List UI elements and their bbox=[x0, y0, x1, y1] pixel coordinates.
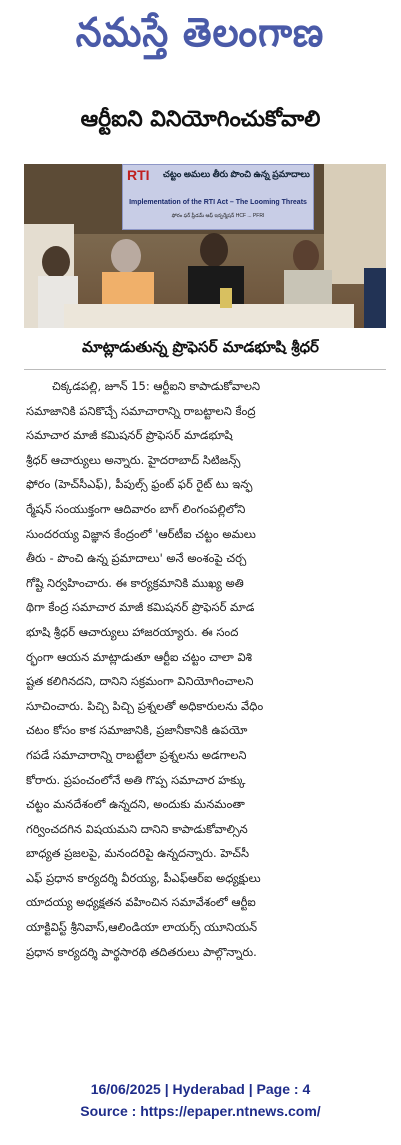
article-line: సమాజానికి పనికొచ్చే సమాచారాన్ని రాబట్టాలని కేంద్ర bbox=[26, 403, 256, 418]
article-line: తీరు - పొంచి ఉన్న ప్రమాదాలు' అనే అంశంపై చర్చ bbox=[26, 551, 247, 566]
article-line: శ్రీధర్ ఆచార్యులు అన్నారు. హైదరాబాద్ సిటిజన్స్ bbox=[26, 452, 241, 467]
article-body bbox=[26, 374, 378, 1060]
article-line: కోరారు. ప్రపంచంలోనే అతి గొప్ప సమాచార హక్కు bbox=[26, 772, 246, 787]
article-line: సూచించారు. పిచ్చి పిచ్చి ప్రశ్నలతో అధికారులను వేధిం bbox=[26, 698, 264, 713]
article-line: యాక్టివిస్ట్ శ్రీనివాస్,ఆలిండియా లాయర్స్ యూనియన్ bbox=[26, 920, 258, 935]
article-line: చట్టం మనదేశంలో ఉన్నదని, అందుకు మనమంతా bbox=[26, 797, 245, 812]
banner-title-en: Implementation of the RTI Act – The Looming Threats bbox=[129, 199, 307, 206]
article-line: థిగా కేంద్ర సమాచార మాజీ కమిషనర్ ప్రొఫెసర్ మాడ bbox=[26, 600, 255, 615]
footer-source-line: Source : https://epaper.ntnews.com/ bbox=[80, 1103, 321, 1119]
article-line: చటం కోసం కాక సమాజానికి, ప్రజానీకానికి ఉపయో bbox=[26, 723, 248, 738]
article-photo bbox=[24, 164, 386, 328]
article-line: బాధ్యత ప్రజలపై, మనందరిపై ఉన్నదన్నారు. హెచ్‌సీ bbox=[26, 846, 250, 861]
article-line: ర్భంగా ఆయన మాట్లాడుతూ ఆర్టీఐ చట్టం చాలా విశి bbox=[26, 649, 252, 664]
article-line: ష్టత కలిగినదని, దానిని సక్రమంగా వినియోగించాలని bbox=[26, 674, 254, 689]
article-line: ఎఫ్ ప్రధాన కార్యదర్శి వీరయ్య, పీఎఫ్‌ఆర్‌ఐ అధ్యక్షులు bbox=[26, 870, 261, 885]
article-line: ప్రధాన కార్యదర్శి పార్థసారథి తదితరులు పాల్గొన్నారు. bbox=[26, 944, 257, 959]
masthead-title: నమస్తే తెలంగాణ bbox=[76, 8, 325, 56]
article-line: యాదయ్య అధ్యక్షతన వహించిన సమావేశంలో ఆర్టీఐ bbox=[26, 895, 256, 910]
masthead bbox=[0, 6, 401, 68]
banner-title-te: చట్టం అమలు తీరు పొంచి ఉన్న ప్రమాదాలు bbox=[163, 169, 310, 179]
article-line: గర్వించదగిన విషయమని దానిని కాపాడుకోవాల్సిన bbox=[26, 821, 248, 836]
article-line: చిక్కడపల్లి, జూన్ 15: ఆర్టీఐని కాపాడుకోవాలని bbox=[52, 379, 261, 393]
article-line: సమాచార మాజీ కమిషనర్ ప్రొఫెసర్ మాడభూషి bbox=[26, 428, 233, 443]
footer-edition-line: 16/06/2025 | Hyderabad | Page : 4 bbox=[90, 1081, 311, 1097]
article-line: గపడే సమాచారాన్ని రాబట్టేలా ప్రశ్నలను అడగాలని bbox=[26, 747, 247, 762]
article-line: గోష్టి నిర్వహించారు. ఈ కార్యక్రమానికి ముఖ్య అతి bbox=[26, 575, 244, 590]
article-line: ఫోరం (హెచ్‌సీఎఫ్), పీపుల్స్ ఫ్రంట్ ఫర్ రైట్ టు ఇన్ఫ bbox=[26, 477, 253, 492]
caption-divider bbox=[24, 369, 386, 370]
banner-orgs: ఫోరం ఫర్ ఫ్రీడమ్ ఆఫ్ ఇన్ఫర్మేషన్ HCF ... PFRI bbox=[171, 213, 265, 219]
article-headline: ఆర్టీఐని వినియోగించుకోవాలి bbox=[80, 107, 321, 132]
article-line: భూషి శ్రీధర్ ఆచార్యులు హాజరయ్యారు. ఈ సంద bbox=[26, 624, 239, 639]
page-footer bbox=[0, 1078, 401, 1122]
banner-brand: RTI bbox=[127, 167, 150, 183]
article-line: ర్మేషన్ సంయుక్తంగా ఆదివారం బాగ్ లింగంపల్లిలోని bbox=[26, 501, 246, 516]
event-banner bbox=[122, 164, 314, 230]
article-line: సుందరయ్య విజ్ఞాన కేంద్రంలో 'ఆర్‌టీఐ చట్టం అమలు bbox=[26, 526, 256, 541]
photo-caption: మాట్లాడుతున్న ప్రొఫెసర్ మాడభూషి శ్రీధర్ bbox=[82, 338, 319, 356]
